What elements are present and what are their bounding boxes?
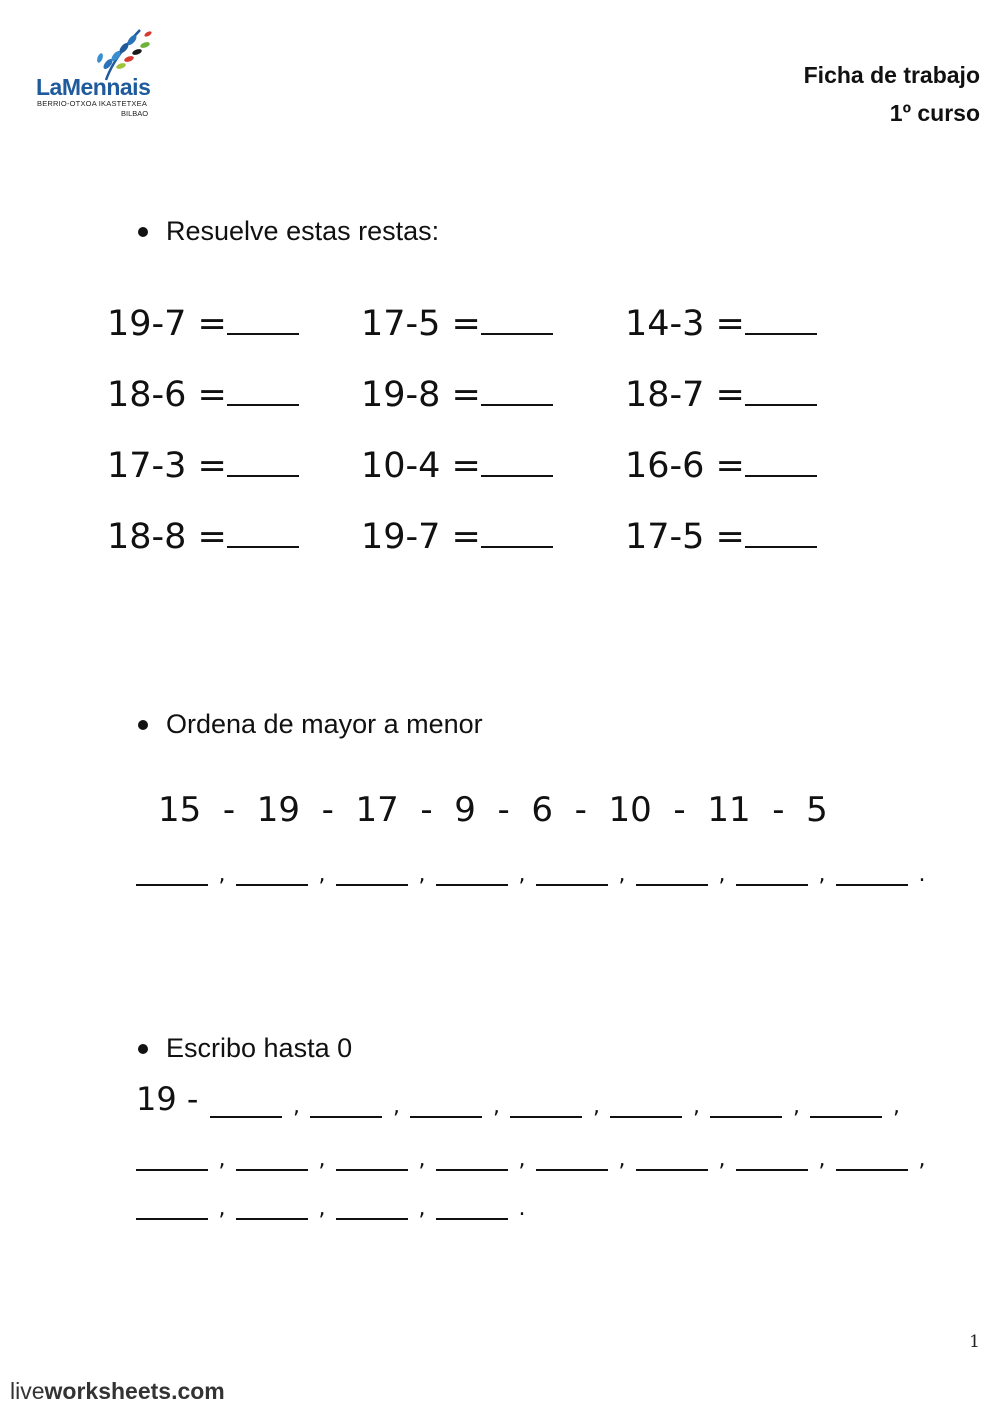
answer-blank[interactable] xyxy=(481,374,553,406)
answer-blank[interactable] xyxy=(210,1090,282,1118)
answer-blank[interactable] xyxy=(745,445,817,477)
answer-blank[interactable] xyxy=(227,374,299,406)
comma-separator: , xyxy=(318,1196,326,1221)
answer-blank[interactable] xyxy=(745,516,817,548)
answer-blank[interactable] xyxy=(736,858,808,886)
answer-blank[interactable] xyxy=(227,303,299,335)
logo-subtitle: BERRIO-OTXOA IKASTETXEA xyxy=(37,99,148,108)
answer-blank[interactable] xyxy=(745,374,817,406)
comma-separator: , xyxy=(692,1094,700,1119)
comma-separator: , xyxy=(218,1147,226,1172)
course-label: 1º curso xyxy=(889,100,980,126)
instruction-countdown xyxy=(138,1033,352,1064)
footer-brand: liveworksheets.com xyxy=(10,1378,225,1404)
exercise: 17-3 = xyxy=(107,445,299,486)
exercise: 18-8 = xyxy=(107,516,299,557)
comma-separator: , xyxy=(918,1147,926,1172)
comma-separator: , xyxy=(418,1147,426,1172)
answer-blank[interactable] xyxy=(481,516,553,548)
wheat-emblem-icon xyxy=(28,22,168,82)
bullet-icon xyxy=(138,227,148,237)
exercise: 17-5 = xyxy=(625,516,817,557)
exercise: 19-8 = xyxy=(361,374,553,415)
order-answer-row xyxy=(136,858,936,886)
exercise: 19-7 = xyxy=(107,303,299,344)
comma-separator: , xyxy=(418,862,426,887)
bullet-icon xyxy=(138,720,148,730)
school-logo xyxy=(28,22,168,122)
answer-blank[interactable] xyxy=(236,858,308,886)
answer-blank[interactable] xyxy=(310,1090,382,1118)
answer-blank[interactable] xyxy=(636,1143,708,1171)
comma-separator: , xyxy=(218,1196,226,1221)
answer-blank[interactable] xyxy=(481,303,553,335)
exercise: 18-6 = xyxy=(107,374,299,415)
comma-separator: , xyxy=(492,1094,500,1119)
comma-separator: , xyxy=(592,1094,600,1119)
countdown-start: 19 - xyxy=(136,1080,199,1118)
answer-blank[interactable] xyxy=(481,445,553,477)
exercise: 19-7 = xyxy=(361,516,553,557)
comma-separator: , xyxy=(292,1094,300,1119)
answer-blank[interactable] xyxy=(336,858,408,886)
answer-blank[interactable] xyxy=(136,1192,208,1220)
exercise: 18-7 = xyxy=(625,374,817,415)
answer-blank[interactable] xyxy=(836,858,908,886)
end-mark: . xyxy=(518,1196,526,1221)
instruction-text: Resuelve estas restas: xyxy=(166,216,440,246)
instruction-text: Escribo hasta 0 xyxy=(166,1033,353,1063)
answer-blank[interactable] xyxy=(736,1143,808,1171)
answer-blank[interactable] xyxy=(227,516,299,548)
answer-blank[interactable] xyxy=(836,1143,908,1171)
answer-blank[interactable] xyxy=(610,1090,682,1118)
answer-blank[interactable] xyxy=(436,1192,508,1220)
answer-blank[interactable] xyxy=(536,1143,608,1171)
answer-blank[interactable] xyxy=(510,1090,582,1118)
answer-blank[interactable] xyxy=(336,1143,408,1171)
countdown-row xyxy=(136,1192,536,1220)
logo-name: LaMennais xyxy=(36,74,151,100)
answer-blank[interactable] xyxy=(236,1143,308,1171)
comma-separator: , xyxy=(818,862,826,887)
page-number: 1 xyxy=(969,1332,980,1352)
worksheet-title: Ficha de trabajo xyxy=(803,62,980,88)
answer-blank[interactable] xyxy=(136,1143,208,1171)
comma-separator: , xyxy=(392,1094,400,1119)
answer-blank[interactable] xyxy=(136,858,208,886)
comma-separator: , xyxy=(792,1094,800,1119)
end-mark: . xyxy=(918,862,926,887)
instruction-ordering xyxy=(138,709,483,740)
comma-separator: , xyxy=(518,862,526,887)
logo-city: BILBAO xyxy=(121,109,149,118)
answer-blank[interactable] xyxy=(410,1090,482,1118)
answer-blank[interactable] xyxy=(336,1192,408,1220)
answer-blank[interactable] xyxy=(745,303,817,335)
comma-separator: , xyxy=(318,862,326,887)
comma-separator: , xyxy=(718,862,726,887)
comma-separator: , xyxy=(518,1147,526,1172)
answer-blank[interactable] xyxy=(227,445,299,477)
instruction-text: Ordena de mayor a menor xyxy=(166,709,483,739)
answer-blank[interactable] xyxy=(236,1192,308,1220)
answer-blank[interactable] xyxy=(436,1143,508,1171)
number-sequence: 15 - 19 - 17 - 9 - 6 - 10 - 11 - 5 xyxy=(158,790,828,830)
countdown-row xyxy=(136,1143,936,1171)
bullet-icon xyxy=(138,1044,148,1054)
answer-blank[interactable] xyxy=(810,1090,882,1118)
exercise: 17-5 = xyxy=(361,303,553,344)
answer-blank[interactable] xyxy=(710,1090,782,1118)
exercise: 16-6 = xyxy=(625,445,817,486)
answer-blank[interactable] xyxy=(636,858,708,886)
comma-separator: , xyxy=(892,1094,900,1119)
comma-separator: , xyxy=(218,862,226,887)
exercise: 10-4 = xyxy=(361,445,553,486)
countdown-row xyxy=(136,1080,910,1118)
exercise: 14-3 = xyxy=(625,303,817,344)
comma-separator: , xyxy=(818,1147,826,1172)
comma-separator: , xyxy=(718,1147,726,1172)
instruction-subtraction xyxy=(138,216,439,247)
comma-separator: , xyxy=(418,1196,426,1221)
comma-separator: , xyxy=(318,1147,326,1172)
answer-blank[interactable] xyxy=(436,858,508,886)
comma-separator: , xyxy=(618,1147,626,1172)
answer-blank[interactable] xyxy=(536,858,608,886)
comma-separator: , xyxy=(618,862,626,887)
